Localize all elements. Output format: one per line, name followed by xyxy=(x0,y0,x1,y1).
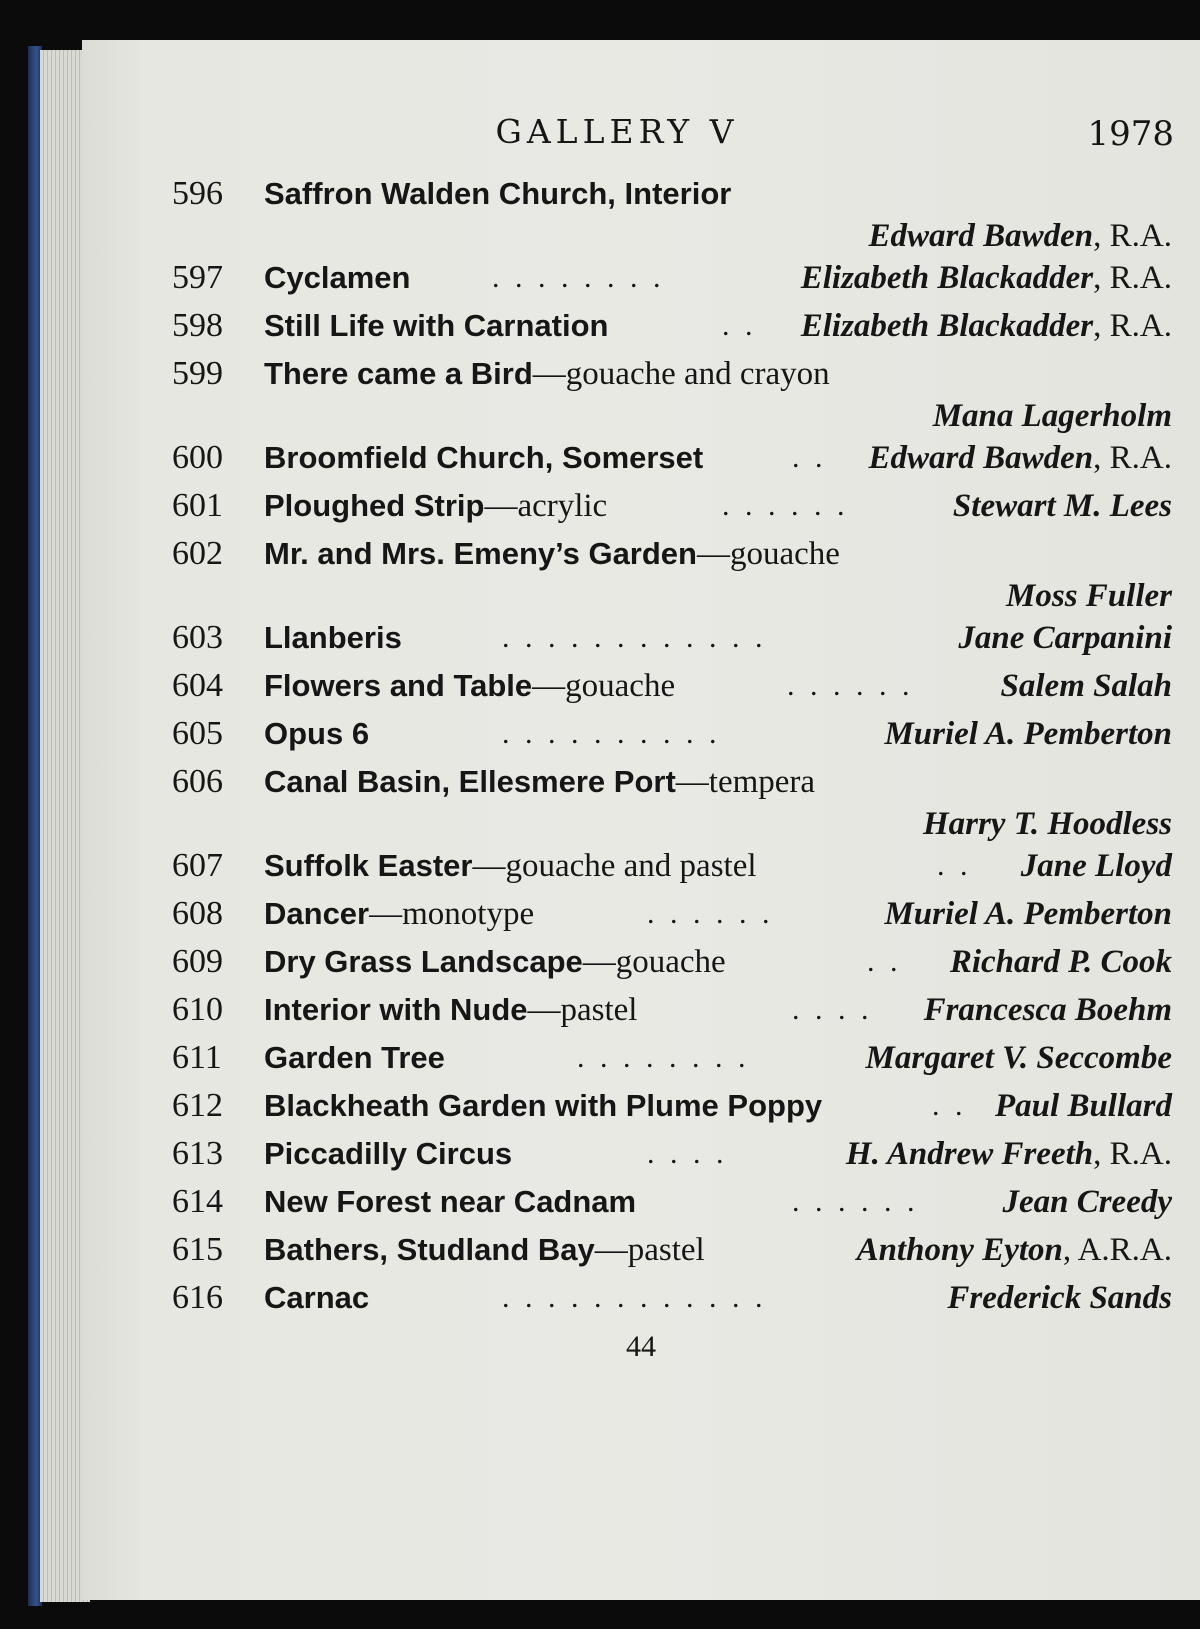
catalogue-entry xyxy=(172,710,1172,758)
catalogue-entry xyxy=(172,890,1172,938)
leader-dots: . . xyxy=(722,309,757,342)
entry-title: There came a Bird—gouache and crayon xyxy=(264,356,830,392)
entry-number: 607 xyxy=(172,847,223,884)
entry-title: Carnac xyxy=(264,1280,370,1315)
entry-list xyxy=(172,170,1172,1322)
entry-title: Blackheath Garden with Plume Poppy xyxy=(264,1088,823,1123)
entry-title: Saffron Walden Church, Interior xyxy=(264,176,732,211)
entry-artist: Stewart M. Lees xyxy=(952,488,1172,524)
catalogue-entry xyxy=(172,434,1172,482)
entry-medium: —gouache xyxy=(697,536,840,572)
entry-artist: Muriel A. Pemberton xyxy=(884,716,1172,752)
leader-dots: . . . . . . . . . . . . xyxy=(502,1281,767,1314)
entry-number: 611 xyxy=(172,1039,222,1076)
entry-number: 602 xyxy=(172,535,223,572)
entry-medium: —gouache xyxy=(582,944,726,980)
entry-artist: Richard P. Cook xyxy=(949,944,1172,980)
entry-medium: —gouache xyxy=(532,668,676,704)
entry-artist: Muriel A. Pemberton xyxy=(884,896,1172,932)
catalogue-entry xyxy=(172,1034,1172,1082)
entry-number: 615 xyxy=(172,1231,223,1268)
entry-number: 610 xyxy=(172,991,223,1028)
leader-dots: . . xyxy=(937,849,972,882)
catalogue-entry xyxy=(172,170,1172,254)
leader-dots: . . . . . . . . . . . . xyxy=(502,621,767,654)
entry-medium: —gouache and crayon xyxy=(532,356,830,392)
entry-number: 600 xyxy=(172,439,223,476)
entry-title: Canal Basin, Ellesmere Port—tempera xyxy=(264,764,816,800)
entry-artist: Jane Carpanini xyxy=(958,620,1172,656)
page-number: 44 xyxy=(626,1330,656,1363)
entry-title: Suffolk Easter—gouache and pastel xyxy=(264,848,757,884)
entry-medium: —gouache and pastel xyxy=(472,848,757,884)
entry-number: 608 xyxy=(172,895,223,932)
entry-number: 598 xyxy=(172,307,223,344)
catalogue-entry xyxy=(172,1178,1172,1226)
entry-title: Interior with Nude—pastel xyxy=(264,992,638,1028)
entry-artist: Edward Bawden, R.A. xyxy=(868,440,1172,476)
entry-title: Broomfield Church, Somerset xyxy=(264,440,704,475)
entry-number: 616 xyxy=(172,1279,223,1316)
entry-title: Opus 6 xyxy=(264,716,370,751)
entry-title: Still Life with Carnation xyxy=(264,308,609,343)
catalogue-entry xyxy=(172,302,1172,350)
leader-dots: . . . . xyxy=(647,1137,728,1170)
entry-artist: Paul Bullard xyxy=(995,1088,1172,1124)
catalogue-year: 1978 xyxy=(1087,114,1174,154)
leader-dots: . . . . . . xyxy=(787,669,914,702)
entry-artist: Mana Lagerholm xyxy=(932,398,1172,434)
catalogue-entry xyxy=(172,1130,1172,1178)
artist-honour: , A.R.A. xyxy=(1062,1232,1172,1268)
entry-number: 603 xyxy=(172,619,223,656)
catalogue-entry xyxy=(172,350,1172,434)
entry-title: Cyclamen xyxy=(264,260,411,295)
entry-title: Garden Tree xyxy=(264,1040,445,1075)
leader-dots: . . . . . . . . xyxy=(577,1041,750,1074)
catalogue-entry xyxy=(172,530,1172,614)
entry-medium: —tempera xyxy=(675,764,816,800)
artist-honour: , R.A. xyxy=(1093,1136,1172,1172)
entry-number: 609 xyxy=(172,943,223,980)
entry-number: 612 xyxy=(172,1087,223,1124)
entry-artist: Elizabeth Blackadder, R.A. xyxy=(800,260,1172,296)
entry-artist: Jane Lloyd xyxy=(1020,848,1172,884)
entry-title: Dancer—monotype xyxy=(264,896,535,932)
entry-title: Flowers and Table—gouache xyxy=(264,668,676,704)
leader-dots: . . . . . . xyxy=(792,1185,919,1218)
entry-title: Llanberis xyxy=(264,620,402,655)
catalogue-page xyxy=(82,40,1200,1600)
artist-honour: , R.A. xyxy=(1093,308,1172,344)
entry-medium: —monotype xyxy=(369,896,535,932)
page-header xyxy=(82,112,1200,162)
entry-title: Mr. and Mrs. Emeny’s Garden—gouache xyxy=(264,536,840,572)
entry-artist: Harry T. Hoodless xyxy=(922,806,1172,842)
leader-dots: . . . . . . xyxy=(722,489,849,522)
catalogue-entry xyxy=(172,1082,1172,1130)
entry-artist: H. Andrew Freeth, R.A. xyxy=(845,1136,1172,1172)
leader-dots: . . xyxy=(932,1089,967,1122)
entry-number: 606 xyxy=(172,763,223,800)
entry-title: Ploughed Strip—acrylic xyxy=(264,488,608,524)
entry-number: 605 xyxy=(172,715,223,752)
leader-dots: . . . . . . xyxy=(647,897,774,930)
artist-honour: , R.A. xyxy=(1093,440,1172,476)
entry-artist: Jean Creedy xyxy=(1002,1184,1172,1220)
catalogue-entry xyxy=(172,842,1172,890)
entry-artist: Salem Salah xyxy=(1000,668,1172,704)
entry-number: 613 xyxy=(172,1135,223,1172)
catalogue-entry xyxy=(172,1226,1172,1274)
catalogue-entry xyxy=(172,662,1172,710)
catalogue-entry xyxy=(172,986,1172,1034)
entry-number: 599 xyxy=(172,355,223,392)
entry-artist: Moss Fuller xyxy=(1006,578,1172,614)
entry-artist: Margaret V. Seccombe xyxy=(865,1040,1172,1076)
gallery-title: GALLERY V xyxy=(495,112,739,151)
entry-number: 596 xyxy=(172,175,223,212)
entry-number: 601 xyxy=(172,487,223,524)
entry-medium: —pastel xyxy=(594,1232,705,1268)
catalogue-entry xyxy=(172,758,1172,842)
entry-medium: —acrylic xyxy=(484,488,608,524)
leader-dots: . . xyxy=(792,441,827,474)
entry-title: New Forest near Cadnam xyxy=(264,1184,637,1219)
entry-artist: Elizabeth Blackadder, R.A. xyxy=(800,308,1172,344)
catalogue-entry xyxy=(172,482,1172,530)
entry-number: 614 xyxy=(172,1183,223,1220)
leader-dots: . . . . xyxy=(792,993,873,1026)
entry-number: 597 xyxy=(172,259,223,296)
entry-artist: Edward Bawden, R.A. xyxy=(868,218,1172,254)
leader-dots: . . . . . . . . . . xyxy=(502,717,721,750)
entry-title: Dry Grass Landscape—gouache xyxy=(264,944,726,980)
catalogue-entry xyxy=(172,614,1172,662)
catalogue-entry xyxy=(172,938,1172,986)
entry-number: 604 xyxy=(172,667,223,704)
entry-title: Bathers, Studland Bay—pastel xyxy=(264,1232,705,1268)
artist-honour: , R.A. xyxy=(1093,218,1172,254)
entry-title: Piccadilly Circus xyxy=(264,1136,513,1171)
entry-medium: —pastel xyxy=(527,992,638,1028)
leader-dots: . . xyxy=(867,945,902,978)
leader-dots: . . . . . . . . xyxy=(492,261,665,294)
entry-artist: Anthony Eyton, A.R.A. xyxy=(856,1232,1172,1268)
catalogue-entry xyxy=(172,254,1172,302)
catalogue-entry xyxy=(172,1274,1172,1322)
entry-artist: Francesca Boehm xyxy=(923,992,1172,1028)
entry-artist: Frederick Sands xyxy=(947,1280,1172,1316)
artist-honour: , R.A. xyxy=(1093,260,1172,296)
